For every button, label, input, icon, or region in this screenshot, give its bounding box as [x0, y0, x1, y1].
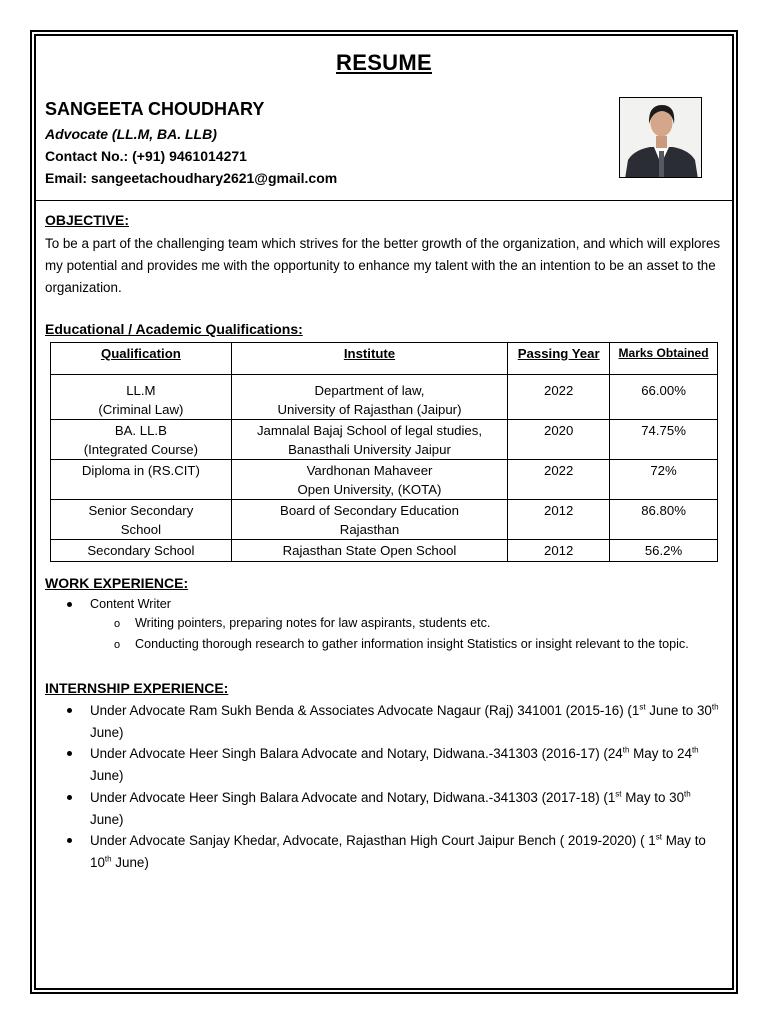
ordinal-suffix: st	[655, 832, 662, 842]
item-text: June to 30	[645, 703, 712, 718]
item-text: Under Advocate Ram Sukh Benda & Associates Advocate Nagaur (Raj) 341001 (2015-16) (1	[90, 703, 640, 718]
marks-cell: 72%	[610, 460, 718, 500]
profile-photo	[619, 97, 702, 178]
cell-line: Department of law,	[314, 383, 425, 398]
table-row	[51, 375, 718, 420]
internship-item	[90, 700, 720, 744]
cell-line: University of Rajasthan (Jaipur)	[277, 402, 462, 417]
cell-line: Senior Secondary	[88, 503, 194, 518]
cell-line: Rajasthan	[339, 522, 400, 537]
institute-cell	[231, 500, 507, 540]
cell-line: (Criminal Law)	[98, 402, 184, 417]
institute-cell	[231, 460, 507, 500]
ordinal-suffix: th	[104, 854, 112, 864]
candidate-designation: Advocate (LL.M, BA. LLB)	[45, 126, 217, 142]
cell-line: (Integrated Course)	[83, 442, 199, 457]
year-cell: 2022	[508, 460, 610, 500]
qualification-cell	[51, 420, 232, 460]
objective-heading: OBJECTIVE:	[45, 212, 130, 228]
item-text: June)	[90, 812, 124, 827]
table-row	[51, 420, 718, 460]
cell-line: Open University, (KOTA)	[297, 482, 442, 497]
bullet-icon	[67, 751, 72, 756]
internship-item	[90, 787, 720, 831]
ordinal-suffix: st	[639, 702, 646, 712]
cell-line: School	[120, 522, 162, 537]
institute-cell: Rajasthan State Open School	[231, 540, 507, 562]
header-divider	[36, 200, 732, 201]
objective-text: To be a part of the challenging team which strives for the better growth of the organization, and which will explores my potential and provides me with the opportunity to enhance my talent with the an intention to be an asset to the organization.	[45, 236, 721, 295]
bullet-icon	[67, 838, 72, 843]
column-header-marks: Marks Obtained	[610, 343, 718, 375]
ordinal-suffix: th	[711, 702, 719, 712]
table-row	[51, 500, 718, 540]
item-text: June)	[90, 768, 124, 783]
year-cell: 2022	[508, 375, 610, 420]
item-text: Under Advocate Heer Singh Balara Advocate and Notary, Didwana.-341303 (2017-18) (1	[90, 790, 616, 805]
column-header-qualification: Qualification	[51, 343, 232, 375]
marks-cell: 86.80%	[610, 500, 718, 540]
year-cell: 2012	[508, 500, 610, 540]
work-role: Content Writer	[90, 597, 171, 611]
item-text: May to 24	[629, 746, 692, 761]
item-text: Under Advocate Sanjay Khedar, Advocate, Rajasthan High Court Jaipur Bench ( 2019-2020) ( 1	[90, 833, 656, 848]
candidate-name: SANGEETA CHOUDHARY	[45, 99, 265, 119]
qualification-cell	[51, 375, 232, 420]
contact-number: Contact No.: (+91) 9461014271	[45, 148, 247, 164]
internship-item	[90, 830, 720, 874]
education-table	[50, 342, 718, 562]
bullet-icon	[67, 602, 72, 607]
education-header-row	[51, 343, 718, 375]
bullet-icon	[67, 795, 72, 800]
institute-cell	[231, 375, 507, 420]
qualification-cell	[51, 460, 232, 500]
table-row	[51, 540, 718, 562]
item-text: June)	[111, 855, 149, 870]
cell-line: Diploma in (RS.CIT)	[81, 463, 200, 478]
institute-cell	[231, 420, 507, 460]
work-detail: Conducting thorough research to gather information insight Statistics or insight relevant to the topic.	[135, 637, 689, 651]
marks-cell: 66.00%	[610, 375, 718, 420]
education-heading: Educational / Academic Qualifications:	[45, 321, 303, 337]
cell-line: Vardhonan Mahaveer	[306, 463, 433, 478]
qualification-cell: Secondary School	[51, 540, 232, 562]
ordinal-suffix: th	[622, 745, 630, 755]
cell-line: BA. LL.B	[114, 423, 167, 438]
work-heading: WORK EXPERIENCE:	[45, 575, 189, 591]
internship-heading: INTERNSHIP EXPERIENCE:	[45, 680, 229, 696]
email-address: Email: sangeetachoudhary2621@gmail.com	[45, 170, 338, 186]
qualification-cell	[51, 500, 232, 540]
bullet-icon	[67, 708, 72, 713]
year-cell: 2020	[508, 420, 610, 460]
sub-bullet-icon: o	[114, 639, 121, 651]
work-detail: Writing pointers, preparing notes for law aspirants, students etc.	[135, 616, 491, 630]
item-text: May to 10	[90, 833, 706, 870]
cell-line: Banasthali University Jaipur	[288, 442, 451, 457]
item-text: Under Advocate Heer Singh Balara Advocate and Notary, Didwana.-341303 (2016-17) (24	[90, 746, 623, 761]
ordinal-suffix: th	[691, 745, 699, 755]
resume-title: RESUME	[336, 50, 432, 75]
ordinal-suffix: st	[615, 789, 622, 799]
item-text: June)	[90, 725, 124, 740]
column-header-institute: Institute	[231, 343, 507, 375]
column-header-passing-year: Passing Year	[508, 343, 610, 375]
marks-cell: 74.75%	[610, 420, 718, 460]
sub-bullet-icon: o	[114, 618, 121, 630]
internship-item	[90, 743, 720, 787]
marks-cell: 56.2%	[610, 540, 718, 562]
ordinal-suffix: th	[684, 789, 691, 799]
cell-line: Board of Secondary Education	[280, 503, 459, 518]
item-text: May to 30	[621, 790, 685, 805]
table-row	[51, 460, 718, 500]
cell-line: Jamnalal Bajaj School of legal studies,	[256, 423, 483, 438]
cell-line: LL.M	[126, 383, 156, 398]
year-cell: 2012	[508, 540, 610, 562]
